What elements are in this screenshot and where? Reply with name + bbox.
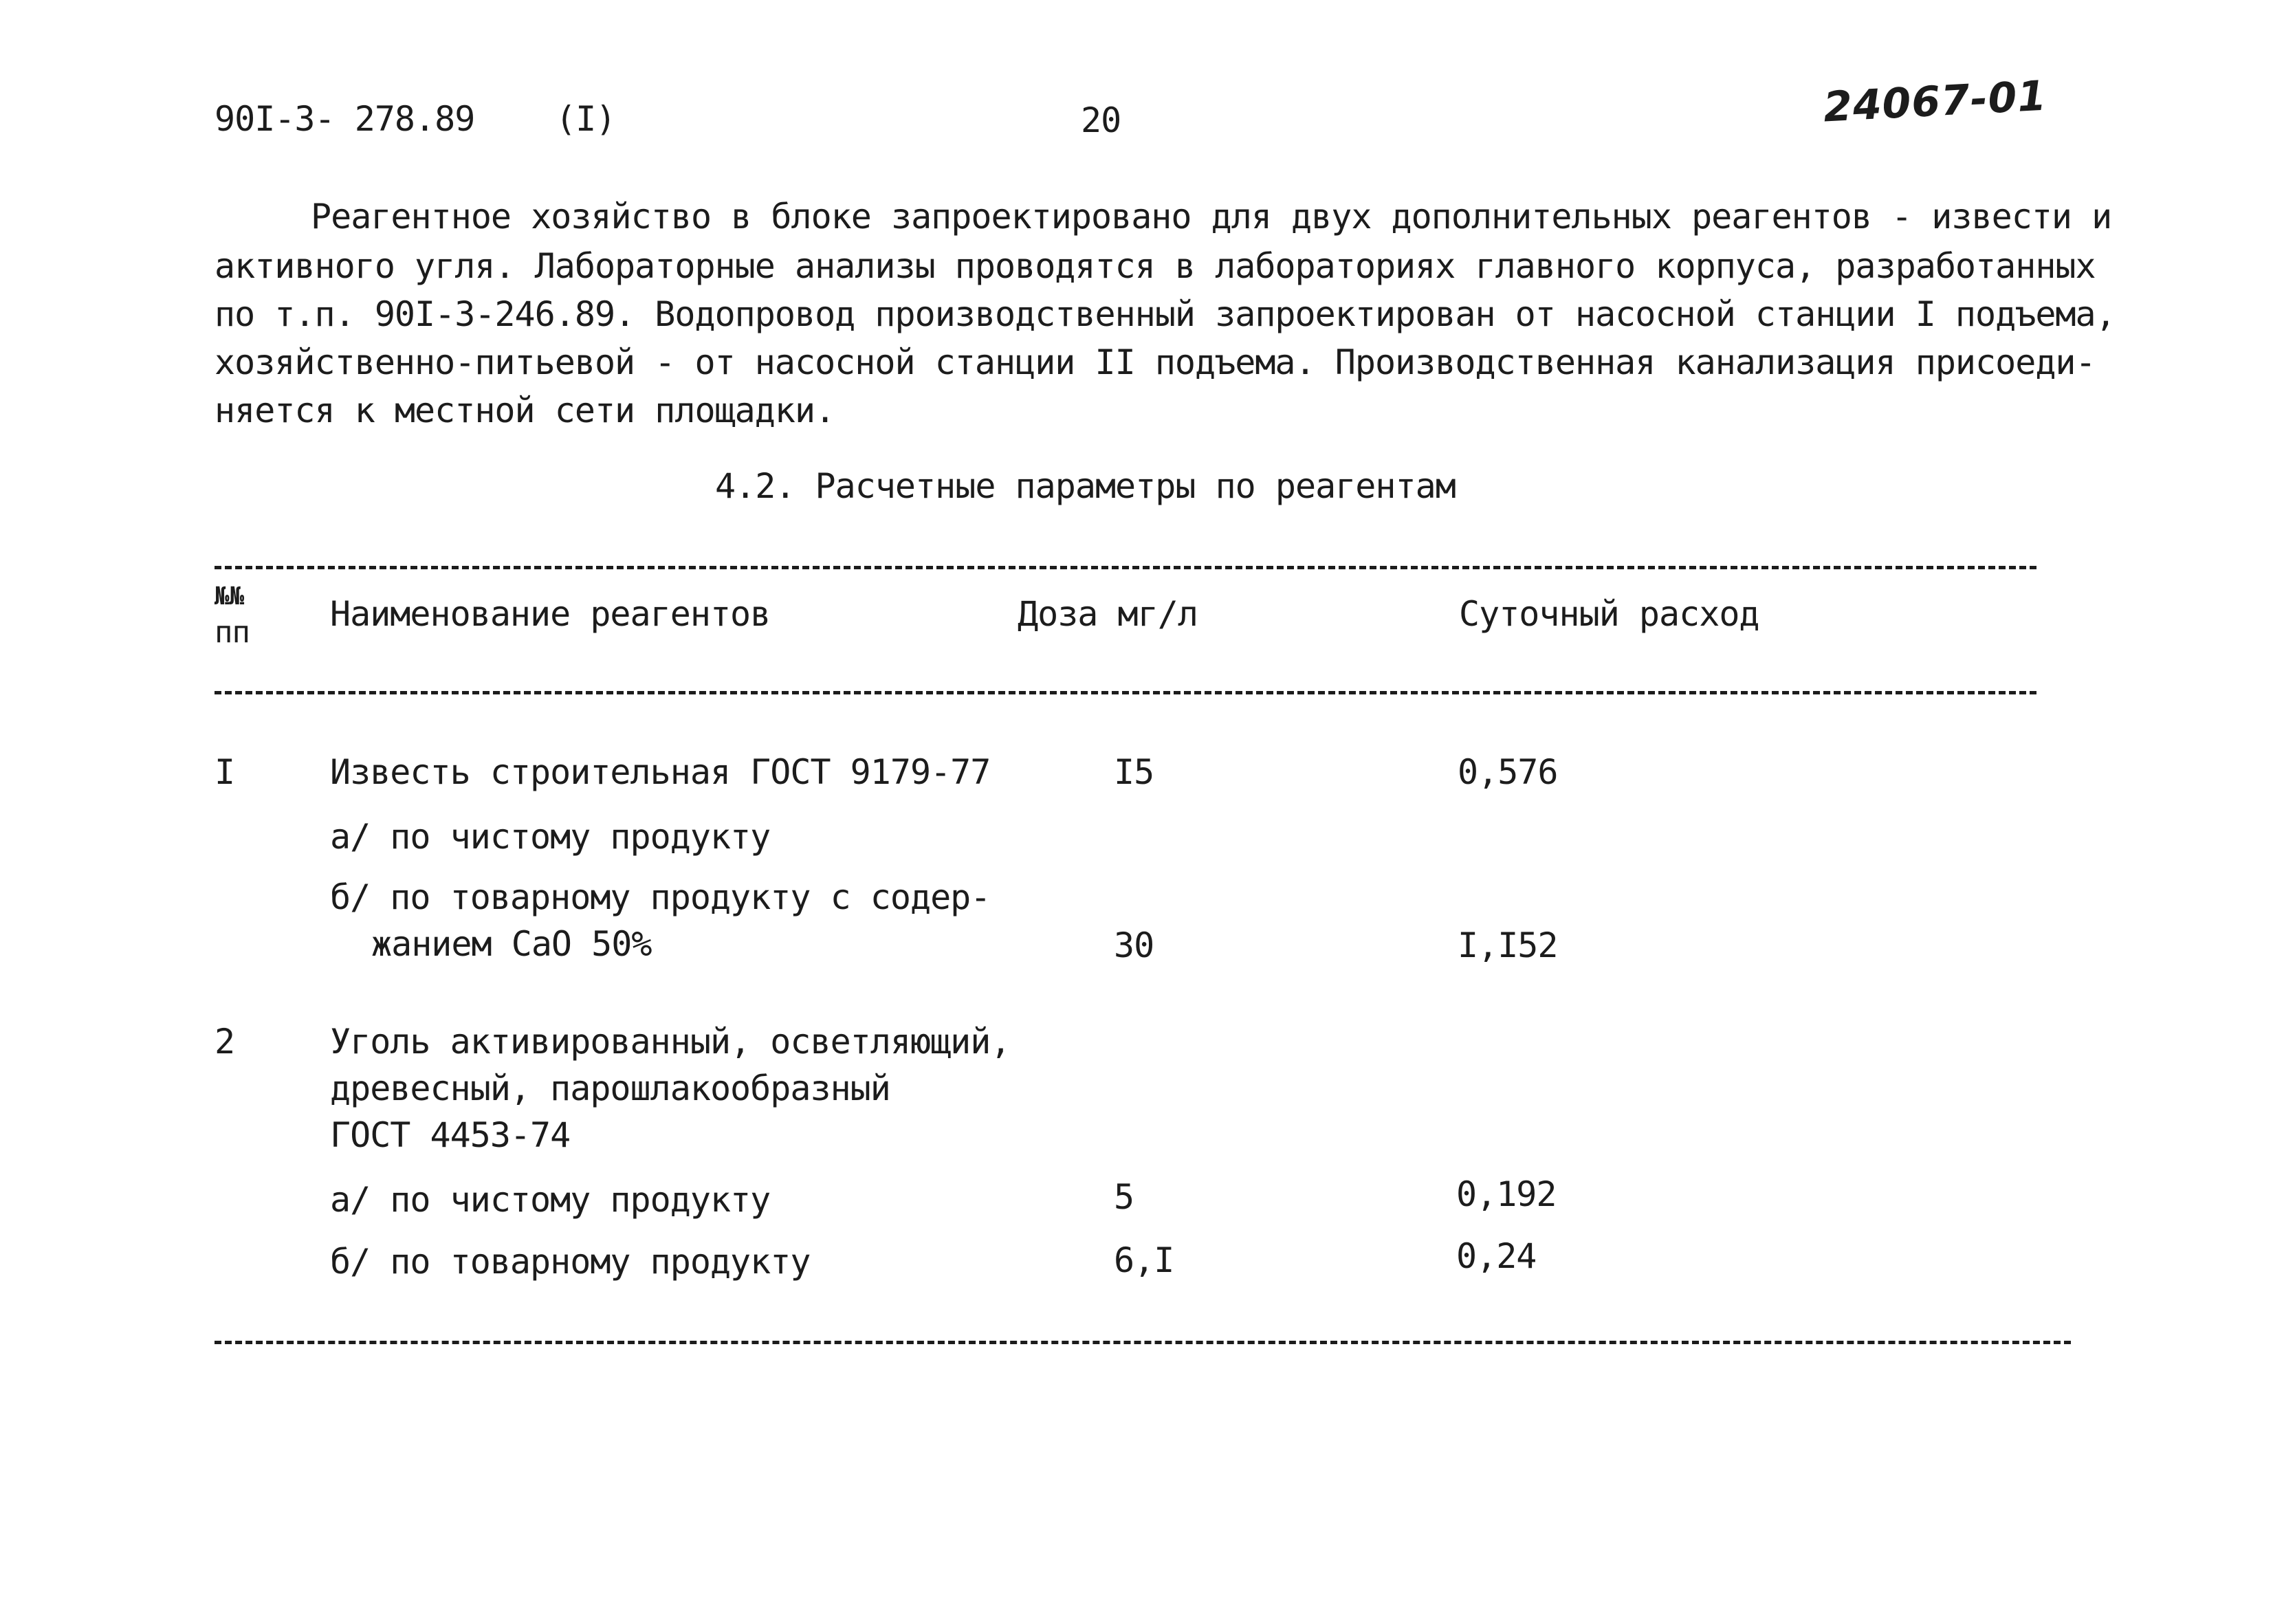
row-2a-dose: 5: [1114, 1177, 1134, 1217]
intro-line-1: Реагентное хозяйство в блоке запроектировано для двух дополнительных реагентов - извести и: [311, 197, 2112, 237]
row-2b-name: б/ по товарному продукту: [330, 1242, 811, 1282]
row-1-name: Известь строительная ГОСТ 9179-77: [330, 752, 991, 792]
row-1a-name: а/ по чистому продукту: [330, 817, 771, 857]
header-name: Наименование реагентов: [330, 594, 771, 634]
row-2-name-cont2: ГОСТ 4453-74: [330, 1115, 571, 1155]
row-2-num: 2: [215, 1022, 235, 1062]
intro-line-4: хозяйственно-питьевой - от насосной станции II подъема. Производственная канализация присоеди-: [215, 342, 2096, 382]
row-1b-name-cont: жанием СаО 50%: [371, 924, 652, 964]
row-1b-name: б/ по товарному продукту с содер-: [330, 877, 991, 917]
header-daily: Суточный расход: [1459, 594, 1759, 634]
row-2-name: Уголь активированный, осветляющий,: [330, 1022, 1011, 1062]
row-1-num: I: [215, 752, 235, 792]
header-dose: Доза мг/л: [1018, 594, 1198, 634]
section-title: 4.2. Расчетные параметры по реагентам: [715, 466, 1456, 506]
row-1-daily: 0,576: [1458, 752, 1558, 792]
row-2a-daily: 0,192: [1456, 1174, 1557, 1214]
doc-code: 90I-3- 278.89: [215, 99, 475, 139]
row-2a-name: а/ по чистому продукту: [330, 1180, 771, 1220]
table-header-rule: [215, 691, 2036, 694]
row-2-name-cont1: древесный, парошлакообразный: [330, 1068, 890, 1108]
intro-line-2: активного угля. Лабораторные анализы проводятся в лабораториях главного корпуса, разработанных: [215, 246, 2096, 286]
row-2b-dose: 6,I: [1114, 1240, 1174, 1280]
table-bottom-rule: [215, 1341, 2071, 1344]
table-top-rule: [215, 566, 2036, 569]
row-1-dose: I5: [1114, 752, 1154, 792]
intro-line-3: по т.п. 90I-3-246.89. Водопровод производственный запроектирован от насосной станции I подъема,: [215, 294, 2116, 334]
row-2b-daily: 0,24: [1456, 1236, 1537, 1276]
doc-part: (I): [556, 99, 616, 139]
row-1b-dose: 30: [1114, 925, 1154, 965]
header-num-line1: №№: [215, 582, 245, 611]
archive-number: 24067-01: [1822, 72, 2048, 132]
header-num-line2: пп: [215, 615, 250, 650]
row-1b-daily: I,I52: [1458, 925, 1558, 965]
page-number: 20: [1081, 100, 1121, 140]
intro-line-5: няется к местной сети площадки.: [215, 391, 835, 430]
